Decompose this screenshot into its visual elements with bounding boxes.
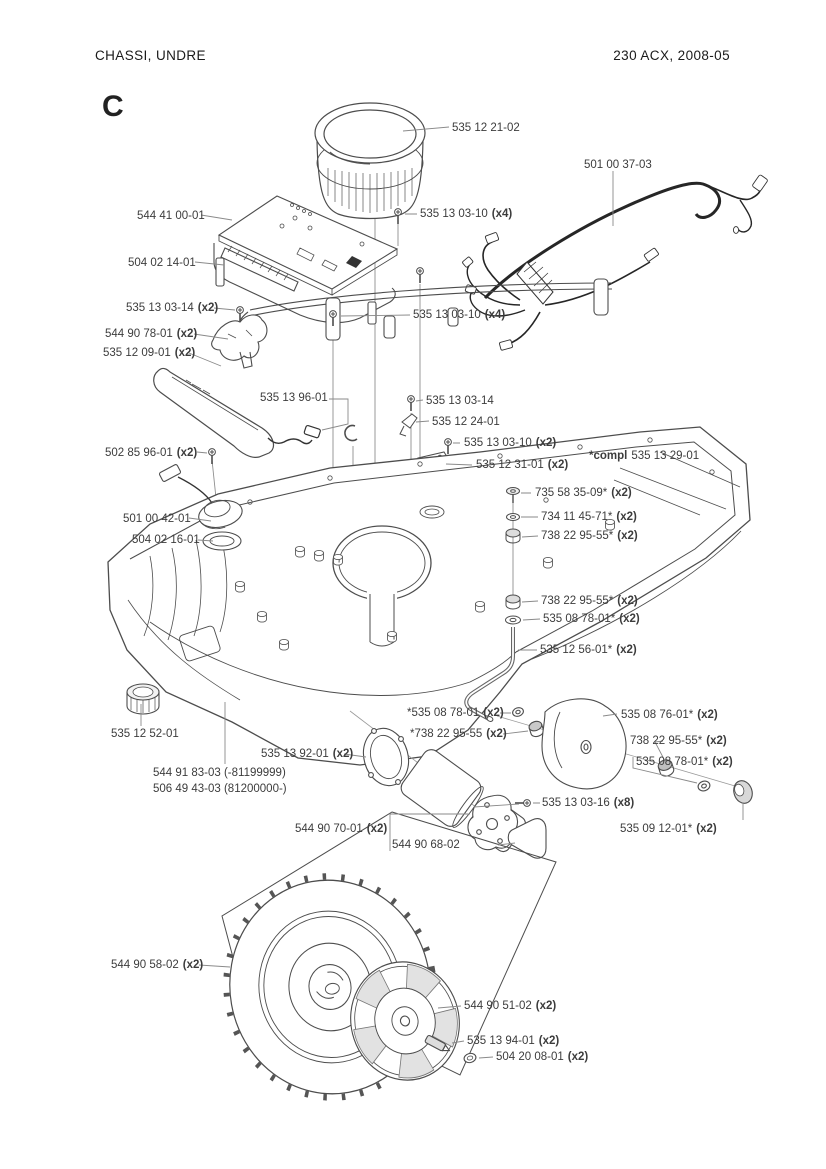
section-letter: C	[102, 90, 124, 123]
part-label: 535 13 92-01 (x2)	[261, 748, 354, 760]
part-label: 535 13 03-10 (x4)	[413, 309, 506, 321]
page-title: CHASSI, UNDRE	[95, 48, 206, 63]
part-label: 738 22 95-55* (x2)	[541, 595, 638, 607]
cup-illustration	[315, 103, 425, 219]
part-label: 504 20 08-01 (x2)	[496, 1051, 589, 1063]
part-label: 738 22 95-55* (x2)	[630, 735, 727, 747]
part-label: 535 13 94-01 (x2)	[467, 1035, 560, 1047]
part-label: 504 02 14-01	[128, 257, 196, 269]
part-label: *535 08 78-01 (x2)	[407, 707, 504, 719]
part-label: 734 11 45-71* (x2)	[541, 511, 637, 523]
model-revision: 230 ACX, 2008-05	[613, 48, 730, 63]
part-label: 544 90 58-02 (x2)	[111, 959, 204, 971]
part-label: 544 90 70-01 (x2)	[295, 823, 388, 835]
part-label: 535 12 24-01	[432, 416, 500, 428]
part-label: *738 22 95-55 (x2)	[410, 728, 507, 740]
part-label: 535 13 03-10 (x2)	[464, 437, 557, 449]
anchor-bracket-illustration	[212, 315, 267, 368]
part-label: 535 13 03-16 (x8)	[542, 797, 635, 809]
part-label: 544 90 78-01 (x2)	[105, 328, 198, 340]
part-label: 535 08 78-01* (x2)	[636, 756, 733, 768]
part-label: 544 91 83-03 (-81199999)	[153, 767, 286, 779]
part-label: 735 58 35-09* (x2)	[535, 487, 632, 499]
part-label: 535 13 03-14 (x2)	[126, 302, 219, 314]
part-label: 504 02 16-01	[132, 534, 200, 546]
part-label: 535 08 78-01* (x2)	[543, 613, 640, 625]
part-label: *compl 535 13 29-01	[589, 450, 700, 462]
part-label: 535 09 12-01* (x2)	[620, 823, 717, 835]
part-label: 535 13 03-14	[426, 395, 494, 407]
part-label: 544 41 00-01	[137, 210, 205, 222]
part-label: 535 12 52-01	[111, 728, 179, 740]
part-label: 535 12 56-01* (x2)	[540, 644, 637, 656]
part-label: 535 13 96-01	[260, 392, 328, 404]
part-label: 535 12 09-01 (x2)	[103, 347, 196, 359]
part-label: 535 08 76-01* (x2)	[621, 709, 718, 721]
part-label: 535 12 31-01 (x2)	[476, 459, 569, 471]
part-label: 544 90 68-02	[392, 839, 460, 851]
part-label: 501 00 42-01	[123, 513, 191, 525]
part-label: 738 22 95-55* (x2)	[541, 530, 638, 542]
harness-illustration	[462, 174, 768, 350]
part-label: 506 49 43-03 (81200000-)	[153, 783, 287, 795]
bottom-cap-illustration	[127, 684, 159, 714]
part-label: 535 13 03-10 (x4)	[420, 208, 513, 220]
part-label: 535 12 21-02	[452, 122, 520, 134]
part-label: 502 85 96-01 (x2)	[105, 447, 198, 459]
part-label: 501 00 37-03	[584, 159, 652, 171]
bumper-panel-illustration	[154, 368, 357, 457]
part-label: 544 90 51-02 (x2)	[464, 1000, 557, 1012]
